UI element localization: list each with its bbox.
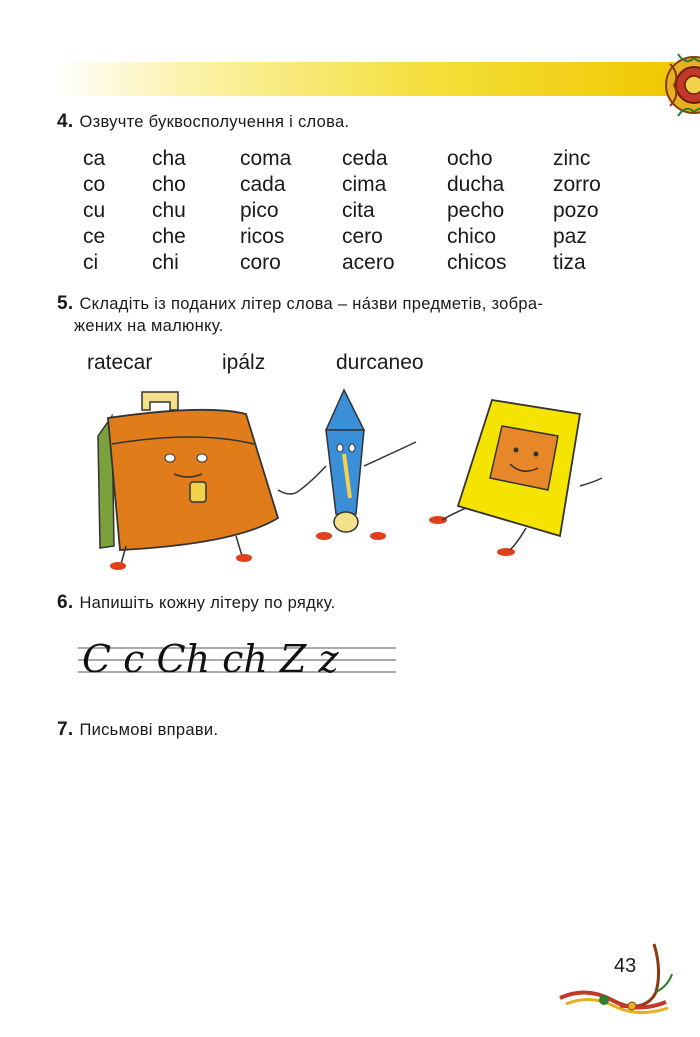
pencil-character bbox=[300, 390, 416, 540]
briefcase-character bbox=[98, 392, 300, 570]
cursive-writing-sample bbox=[78, 630, 398, 690]
grid-word: coma bbox=[240, 147, 292, 170]
grid-word: zorro bbox=[553, 173, 601, 196]
grid-column-4 bbox=[342, 146, 395, 276]
exercise-5-heading bbox=[57, 293, 543, 315]
grid-word: coro bbox=[240, 251, 281, 274]
exercise-number: 7. bbox=[57, 719, 74, 740]
grid-word: cha bbox=[152, 147, 186, 170]
exercise-number: 5. bbox=[57, 293, 74, 314]
grid-word: ci bbox=[83, 251, 99, 274]
grid-word: ocho bbox=[447, 147, 493, 170]
grid-word: ca bbox=[83, 147, 106, 170]
grid-word: chicos bbox=[447, 251, 507, 274]
grid-word: pozo bbox=[553, 199, 599, 222]
grid-word: ricos bbox=[240, 225, 285, 248]
grid-word: chi bbox=[152, 251, 179, 274]
exercise-instruction: Письмові вправи. bbox=[79, 721, 219, 739]
exercise-5-instruction-continued: жених на малюнку. bbox=[74, 317, 224, 335]
grid-word: tiza bbox=[553, 251, 586, 274]
exercise-number: 6. bbox=[57, 592, 74, 613]
grid-word: cu bbox=[83, 199, 106, 222]
grid-word: chico bbox=[447, 225, 497, 248]
header-color-band bbox=[55, 62, 675, 96]
exercise-instruction: Озвучте буквосполучення і слова. bbox=[79, 113, 350, 131]
exercise-6-heading bbox=[57, 592, 336, 614]
grid-word: cada bbox=[240, 173, 286, 196]
exercise-instruction: Складіть із поданих літер слова – на́зви предметів, зобра- bbox=[79, 295, 544, 313]
grid-word: paz bbox=[553, 225, 587, 248]
grid-word: cima bbox=[342, 173, 387, 196]
exercise-instruction: Напишіть кожну літеру по рядку. bbox=[79, 594, 336, 612]
grid-column-3 bbox=[240, 146, 291, 276]
notebook-character bbox=[429, 400, 602, 556]
exercise-4-heading bbox=[57, 111, 349, 133]
grid-column-5 bbox=[447, 146, 507, 276]
grid-word: ce bbox=[83, 225, 106, 248]
cursive-letters: C c Ch ch Z z bbox=[82, 637, 339, 681]
grid-word: zinc bbox=[553, 147, 591, 170]
grid-word: cho bbox=[152, 173, 186, 196]
grid-word: cita bbox=[342, 199, 375, 222]
scrambled-word: ratecar bbox=[87, 351, 153, 374]
page-ornament-icon bbox=[556, 940, 676, 1020]
page-number: 43 bbox=[614, 955, 637, 977]
grid-word: pecho bbox=[447, 199, 505, 222]
scrambled-word: durcaneo bbox=[336, 351, 424, 374]
grid-word: co bbox=[83, 173, 106, 196]
grid-word: che bbox=[152, 225, 186, 248]
grid-column-1 bbox=[83, 146, 105, 276]
school-supplies-illustration bbox=[86, 386, 626, 572]
exercise-number: 4. bbox=[57, 111, 74, 132]
grid-word: cero bbox=[342, 225, 383, 248]
corner-ornament-icon bbox=[660, 44, 700, 126]
grid-word: pico bbox=[240, 199, 279, 222]
grid-column-2 bbox=[152, 146, 186, 276]
grid-word: acero bbox=[342, 251, 395, 274]
grid-word: chu bbox=[152, 199, 186, 222]
scrambled-word: ipálz bbox=[222, 351, 266, 374]
grid-word: ducha bbox=[447, 173, 505, 196]
grid-column-6 bbox=[553, 146, 601, 276]
exercise-7-heading bbox=[57, 719, 218, 741]
grid-word: ceda bbox=[342, 147, 388, 170]
